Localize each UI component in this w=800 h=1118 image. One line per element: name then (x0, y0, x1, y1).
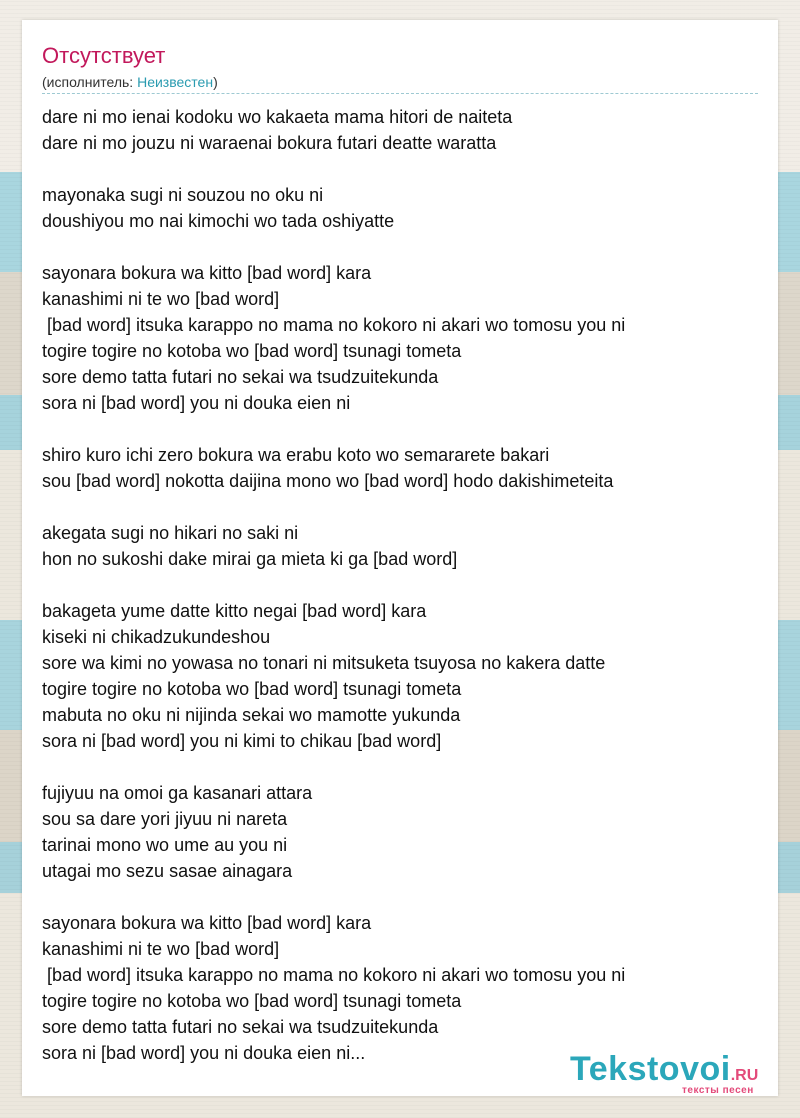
lyrics-line: tarinai mono wo ume au you ni (42, 835, 288, 855)
lyrics-line: mayonaka sugi ni souzou no oku ni (42, 185, 324, 205)
lyrics-line: utagai mo sezu sasae ainagara (42, 861, 293, 881)
lyrics-line (42, 754, 625, 780)
lyrics-line: sore demo tatta futari no sekai wa tsudzuitekunda (42, 1017, 439, 1037)
lyrics-card (22, 20, 778, 1096)
lyrics-line: sore wa kimi no yowasa no tonari ni mitsuketa tsuyosa no kakera datte (42, 653, 606, 673)
artist-link[interactable]: Неизвестен (137, 74, 214, 90)
lyrics-line (42, 572, 625, 598)
song-title: Отсутствует (42, 43, 166, 68)
lyrics-line: doushiyou mo nai kimochi wo tada oshiyatte (42, 211, 395, 231)
artist-suffix: ) (213, 74, 218, 90)
lyrics-line: sora ni [bad word] you ni douka eien ni (42, 393, 351, 413)
lyrics-line: fujiyuu na omoi ga kasanari attara (42, 783, 313, 803)
lyrics-line: dare ni mo ienai kodoku wo kakaeta mama hitori de naiteta (42, 107, 513, 127)
lyrics-line: kiseki ni chikadzukundeshou (42, 627, 271, 647)
lyrics-line: sayonara bokura wa kitto [bad word] kara (42, 263, 372, 283)
lyrics-line: hon no sukoshi dake mirai ga mieta ki ga [bad word] (42, 549, 458, 569)
logo-domain: .RU (730, 1067, 759, 1084)
lyrics-line: togire togire no kotoba wo [bad word] tsunagi tometa (42, 679, 462, 699)
title-divider (42, 93, 758, 94)
artist-prefix: (исполнитель: (42, 74, 138, 90)
lyrics-line (42, 416, 625, 442)
lyrics-line: shiro kuro ichi zero bokura wa erabu koto wo semararete bakari (42, 445, 550, 465)
lyrics-line: akegata sugi no hikari no saki ni (42, 523, 299, 543)
lyrics-line: bakageta yume datte kitto negai [bad word] kara (42, 601, 427, 621)
lyrics-line: sayonara bokura wa kitto [bad word] kara (42, 913, 372, 933)
artist-line (42, 73, 218, 91)
lyrics-line: kanashimi ni te wo [bad word] (42, 939, 280, 959)
lyrics-line: mabuta no oku ni nijinda sekai wo mamotte yukunda (42, 705, 461, 725)
lyrics-line (42, 234, 625, 260)
lyrics-line: sora ni [bad word] you ni kimi to chikau [bad word] (42, 731, 442, 751)
lyrics-line: togire togire no kotoba wo [bad word] tsunagi tometa (42, 991, 462, 1011)
lyrics-line: dare ni mo jouzu ni waraenai bokura futari deatte waratta (42, 133, 497, 153)
lyrics-line (42, 156, 625, 182)
lyrics-line (42, 494, 625, 520)
logo-wordmark: Tekstovoi (570, 1050, 731, 1088)
site-logo[interactable] (570, 1050, 780, 1096)
lyrics-line: sora ni [bad word] you ni douka eien ni... (42, 1043, 366, 1063)
lyrics-line: sou [bad word] nokotta daijina mono wo [bad word] hodo dakishimeteita (42, 471, 614, 491)
lyrics-line: sou sa dare yori jiyuu ni nareta (42, 809, 288, 829)
lyrics-line (42, 884, 625, 910)
lyrics-line: [bad word] itsuka karappo no mama no kokoro ni akari wo tomosu you ni (42, 315, 626, 335)
lyrics-line: kanashimi ni te wo [bad word] (42, 289, 280, 309)
lyrics-line: [bad word] itsuka karappo no mama no kokoro ni akari wo tomosu you ni (42, 965, 626, 985)
lyrics-line: togire togire no kotoba wo [bad word] tsunagi tometa (42, 341, 462, 361)
lyrics-text (42, 104, 625, 1066)
lyrics-line: sore demo tatta futari no sekai wa tsudzuitekunda (42, 367, 439, 387)
logo-tagline: тексты песен (682, 1085, 754, 1096)
